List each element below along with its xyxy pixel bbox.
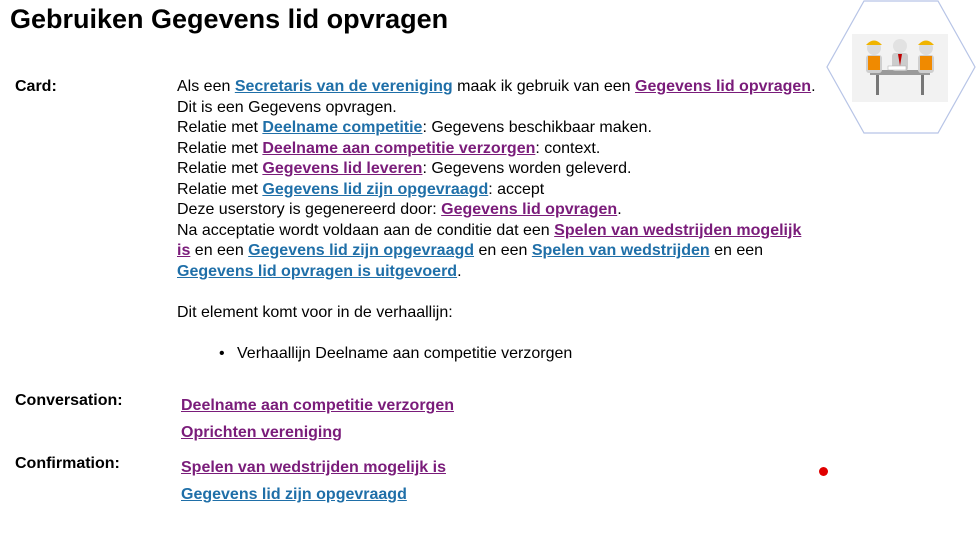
card-text: en een [709, 242, 764, 259]
link-gegevens-lid-opvragen[interactable]: Gegevens lid opvragen [635, 78, 812, 95]
card-text: : Gegevens beschikbaar maken. [422, 119, 652, 136]
relation-line [177, 139, 817, 160]
confirmation-label: Confirmation: [15, 455, 120, 472]
card-text: Relatie met [177, 180, 263, 198]
storyline-list [177, 344, 817, 365]
card-text: Als een [177, 78, 235, 95]
confirmation-link-spelen[interactable]: Spelen van wedstrijden mogelijk is [181, 459, 446, 476]
card-type-line: Dit is een Gegevens opvragen. [177, 98, 397, 116]
card-text: . [457, 262, 462, 280]
list-item: • Verhaallijn Deelname aan competitie verzorgen [237, 344, 817, 365]
conversation-links [181, 392, 454, 446]
confirmation-links [181, 454, 446, 508]
link-gegevens-lid-zijn-opgevraagd-2[interactable]: Gegevens lid zijn opgevraagd [248, 242, 475, 259]
page-title: Gebruiken Gegevens lid opvragen [10, 4, 449, 34]
card-text: en een [190, 242, 249, 259]
confirmation-link-gegevens[interactable]: Gegevens lid zijn opgevraagd [181, 486, 407, 503]
card-text: Relatie met [177, 139, 263, 157]
acceptance-line [177, 221, 817, 283]
team-meeting-icon [826, 0, 976, 134]
link-spelen-van-wedstrijden-mogelijk[interactable]: Spelen van wedstrijden mogelijk is [177, 221, 802, 259]
link-secretaris[interactable]: Secretaris van de vereniging [234, 78, 453, 95]
card-body [177, 77, 817, 364]
card-text: : Gegevens worden geleverd. [422, 160, 632, 177]
red-dot-marker [819, 467, 828, 476]
card-text: Relatie met [177, 119, 263, 136]
link-gegevens-lid-leveren[interactable]: Gegevens lid leveren [262, 160, 423, 177]
card-text: : context. [535, 139, 601, 157]
card-text: . [617, 201, 622, 218]
link-gegevens-lid-opvragen-uitgevoerd[interactable]: Gegevens lid opvragen is uitgevoerd [177, 262, 458, 280]
card-intro [177, 77, 817, 98]
link-deelname-competitie[interactable]: Deelname competitie [262, 119, 423, 136]
card-text: maak ik gebruik van een [452, 78, 636, 95]
link-gegevens-lid-zijn-opgevraagd[interactable]: Gegevens lid zijn opgevraagd [262, 180, 489, 198]
link-generated-by[interactable]: Gegevens lid opvragen [441, 201, 618, 218]
conversation-link-oprichten[interactable]: Oprichten vereniging [181, 424, 342, 441]
relation-line [177, 159, 817, 180]
storyline-intro: Dit element komt voor in de verhaallijn: [177, 304, 453, 321]
card-text: Relatie met [177, 160, 263, 177]
card-text: Na acceptatie wordt voldaan aan de conditie dat een [177, 221, 555, 239]
link-deelname-aan-competitie-verzorgen[interactable]: Deelname aan competitie verzorgen [262, 139, 536, 157]
card-text: : accept [488, 180, 545, 198]
generated-line [177, 200, 817, 221]
card-text: en een [474, 242, 532, 259]
card-label: Card: [15, 78, 57, 95]
conversation-label: Conversation: [15, 392, 123, 409]
card-text: Deze userstory is gegenereerd door: [177, 201, 442, 218]
link-spelen-van-wedstrijden[interactable]: Spelen van wedstrijden [531, 242, 710, 259]
relation-line [177, 180, 817, 201]
card-text: . [811, 78, 816, 95]
relation-line [177, 118, 817, 139]
conversation-link-deelname[interactable]: Deelname aan competitie verzorgen [181, 397, 454, 414]
